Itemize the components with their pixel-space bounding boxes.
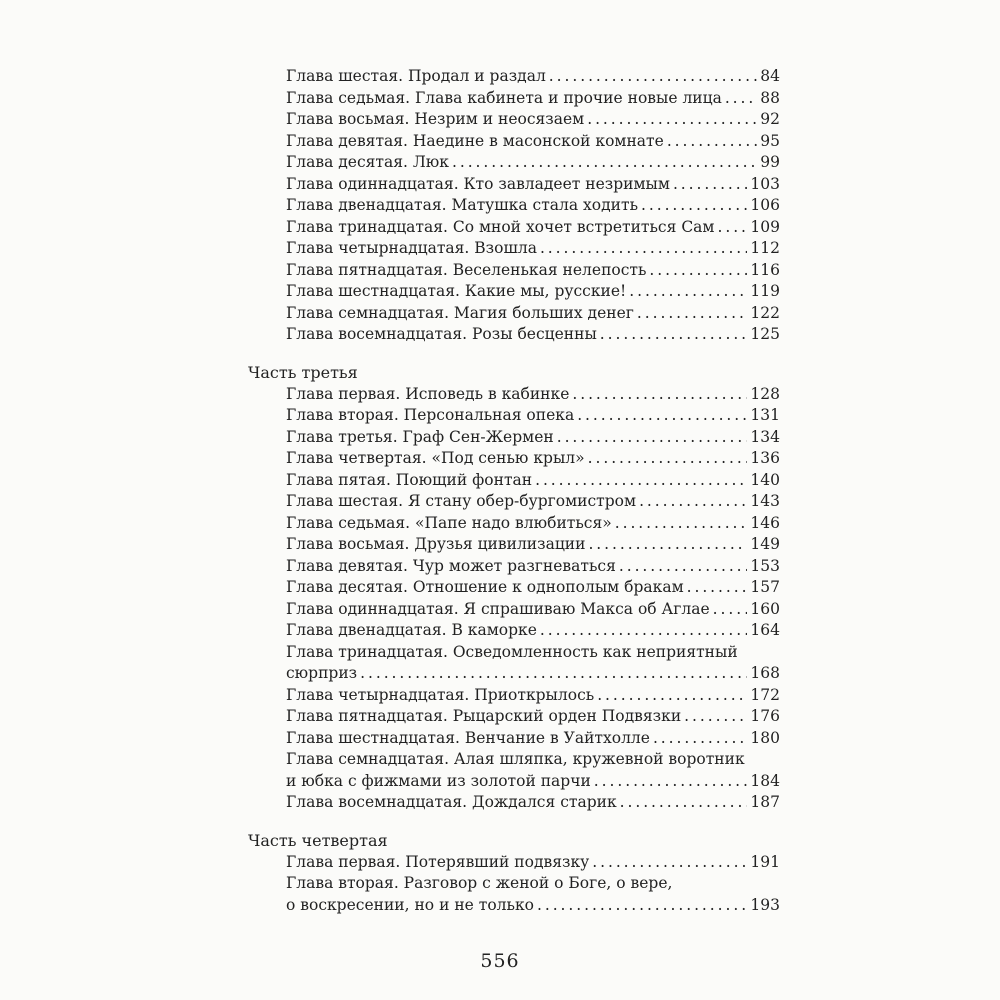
dot-leader — [673, 174, 747, 196]
dot-leader — [594, 771, 748, 793]
chapter-title: Глава восемнадцатая. Дождался старик — [286, 793, 617, 811]
chapter-title: Глава пятая. Поющий фонтан — [286, 470, 533, 489]
toc-entry — [286, 217, 780, 239]
toc-entry — [286, 728, 780, 750]
chapter-title: Глава вторая. Персональная опека — [286, 406, 575, 424]
chapter-page-number: 191 — [750, 852, 780, 871]
toc-entry — [286, 534, 780, 556]
chapter-page-number: 119 — [750, 282, 780, 300]
chapter-page-number: 99 — [760, 153, 780, 171]
chapter-page-number: 140 — [750, 470, 780, 489]
toc-entry — [286, 260, 780, 282]
dot-leader — [600, 324, 748, 346]
toc-entry — [286, 513, 780, 535]
toc-entry — [286, 556, 780, 578]
dot-leader — [713, 599, 748, 621]
toc-entry — [286, 642, 780, 685]
chapter-title: Глава шестнадцатая. Венчание в Уайтхолле — [286, 728, 650, 747]
dot-leader — [592, 852, 747, 874]
chapter-page-number: 184 — [750, 771, 780, 790]
chapter-page-number: 103 — [750, 174, 780, 193]
chapter-page-number: 157 — [750, 578, 780, 596]
chapter-page-number: 180 — [750, 728, 780, 747]
dot-leader — [641, 195, 747, 217]
dot-leader — [717, 217, 747, 239]
chapter-page-number: 125 — [750, 325, 780, 343]
chapter-title: Глава четырнадцатая. Взошла — [286, 239, 537, 257]
chapter-page-number: 193 — [750, 895, 780, 914]
chapter-page-number: 172 — [750, 685, 780, 704]
toc-entry — [286, 491, 780, 513]
chapter-page-number: 116 — [750, 260, 780, 279]
chapter-page-number: 176 — [750, 707, 780, 725]
toc-entry — [286, 873, 780, 916]
toc-entry — [286, 238, 780, 260]
chapter-title: Глава девятая. Наедине в масонской комнате — [286, 131, 664, 150]
dot-leader — [540, 238, 747, 260]
toc-entry — [286, 66, 780, 88]
toc-entry — [286, 448, 780, 470]
chapter-title: Глава седьмая. «Папе надо влюбиться» — [286, 513, 612, 532]
part-heading: Часть четвертая — [248, 830, 388, 850]
chapter-page-number: 84 — [760, 67, 780, 85]
toc-entry — [286, 303, 780, 325]
toc-entry — [286, 620, 780, 642]
chapter-page-number: 136 — [750, 449, 780, 467]
dot-leader — [725, 88, 757, 110]
chapter-page-number: 131 — [750, 406, 780, 424]
dot-leader — [588, 534, 747, 556]
dot-leader — [615, 513, 748, 535]
chapter-title: Глава шестая. Я стану обер-бургомистром — [286, 492, 637, 510]
toc-entry — [286, 706, 780, 728]
toc-entry — [286, 281, 780, 303]
chapter-title: Глава десятая. Отношение к однополым бракам — [286, 578, 684, 596]
chapter-page-number: 122 — [750, 303, 780, 322]
chapter-title-line: Глава вторая. Разговор с женой о Боге, о вере, — [286, 874, 673, 892]
chapter-page-number: 112 — [750, 239, 780, 257]
chapter-page-number: 92 — [760, 110, 780, 128]
chapter-title: Глава первая. Исповедь в кабинке — [286, 384, 570, 403]
chapter-title: о воскресении, но и не только — [286, 895, 534, 914]
dot-leader — [620, 792, 748, 814]
chapter-page-number: 149 — [750, 535, 780, 553]
chapter-title: Глава пятнадцатая. Веселенькая нелепость — [286, 260, 647, 279]
dot-leader — [619, 556, 748, 578]
chapter-page-number: 146 — [750, 513, 780, 532]
chapter-title-line: Глава семнадцатая. Алая шляпка, кружевной воротник — [286, 750, 745, 768]
dot-leader — [637, 303, 748, 325]
dot-leader — [557, 427, 748, 449]
dot-leader — [535, 470, 747, 492]
chapter-title: Глава восьмая. Друзья цивилизации — [286, 535, 586, 553]
dot-leader — [452, 152, 757, 174]
toc-entry — [286, 131, 780, 153]
chapter-title: Глава десятая. Люк — [286, 153, 449, 171]
dot-leader — [629, 281, 747, 303]
chapter-title: Глава первая. Потерявший подвязку — [286, 852, 590, 871]
chapter-title: Глава двенадцатая. В каморке — [286, 621, 537, 639]
toc-entry — [286, 109, 780, 131]
table-of-contents — [248, 66, 780, 916]
chapter-page-number: 168 — [750, 664, 780, 682]
dot-leader — [549, 66, 757, 88]
chapter-page-number: 88 — [760, 88, 780, 107]
chapter-page-number: 109 — [750, 217, 780, 236]
chapter-page-number: 95 — [760, 131, 780, 150]
part-heading: Часть третья — [248, 362, 358, 382]
toc-entry — [286, 577, 780, 599]
dot-leader — [687, 577, 748, 599]
toc-entry — [286, 405, 780, 427]
chapter-title-line: Глава тринадцатая. Осведомленность как неприятный — [286, 642, 738, 661]
dot-leader — [684, 706, 747, 728]
chapter-title: Глава тринадцатая. Со мной хочет встретиться Сам — [286, 217, 715, 236]
chapter-title: Глава восемнадцатая. Розы бесценны — [286, 325, 597, 343]
toc-entry — [286, 599, 780, 621]
page-number: 556 — [480, 950, 520, 972]
chapter-title: Глава двенадцатая. Матушка стала ходить — [286, 196, 639, 214]
dot-leader — [639, 491, 747, 513]
toc-entry — [286, 852, 780, 874]
dot-leader — [540, 620, 748, 642]
toc-entry — [286, 792, 780, 814]
chapter-title: Глава шестая. Продал и раздал — [286, 67, 546, 85]
chapter-title: Глава четвертая. «Под сенью крыл» — [286, 449, 585, 467]
chapter-page-number: 106 — [750, 196, 780, 214]
chapter-title: Глава девятая. Чур может разгневаться — [286, 556, 616, 575]
dot-leader — [577, 405, 747, 427]
toc-entry — [286, 384, 780, 406]
chapter-page-number: 134 — [750, 427, 780, 446]
toc-entry — [286, 195, 780, 217]
chapter-page-number: 164 — [750, 621, 780, 639]
chapter-page-number: 128 — [750, 384, 780, 403]
dot-leader — [360, 663, 747, 685]
chapter-title: Глава седьмая. Глава кабинета и прочие новые лица — [286, 88, 722, 107]
chapter-page-number: 160 — [750, 599, 780, 618]
toc-entry — [286, 174, 780, 196]
toc-entry — [286, 88, 780, 110]
chapter-title: Глава четырнадцатая. Приоткрылось — [286, 685, 595, 704]
toc-entry — [286, 152, 780, 174]
chapter-title: Глава одиннадцатая. Я спрашиваю Макса об Аглае — [286, 599, 710, 618]
dot-leader — [572, 384, 747, 406]
chapter-title: Глава одиннадцатая. Кто завладеет незримым — [286, 174, 670, 193]
dot-leader — [667, 131, 757, 153]
toc-entry — [286, 427, 780, 449]
chapter-title: и юбка с фижмами из золотой парчи — [286, 771, 591, 790]
dot-leader — [587, 109, 757, 131]
chapter-title: сюрприз — [286, 664, 358, 682]
dot-leader — [537, 895, 747, 917]
chapter-page-number: 153 — [750, 556, 780, 575]
chapter-title: Глава третья. Граф Сен-Жермен — [286, 427, 554, 446]
dot-leader — [653, 728, 747, 750]
dot-leader — [588, 448, 748, 470]
toc-entry — [286, 685, 780, 707]
chapter-title: Глава шестнадцатая. Какие мы, русские! — [286, 282, 627, 300]
dot-leader — [597, 685, 747, 707]
chapter-title: Глава восьмая. Незрим и неосязаем — [286, 110, 585, 128]
chapter-page-number: 187 — [750, 793, 780, 811]
chapter-title: Глава семнадцатая. Магия больших денег — [286, 303, 634, 322]
chapter-title: Глава пятнадцатая. Рыцарский орден Подвязки — [286, 707, 682, 725]
dot-leader — [649, 260, 747, 282]
toc-entry — [286, 749, 780, 792]
chapter-page-number: 143 — [750, 492, 780, 510]
toc-entry — [286, 470, 780, 492]
toc-entry — [286, 324, 780, 346]
